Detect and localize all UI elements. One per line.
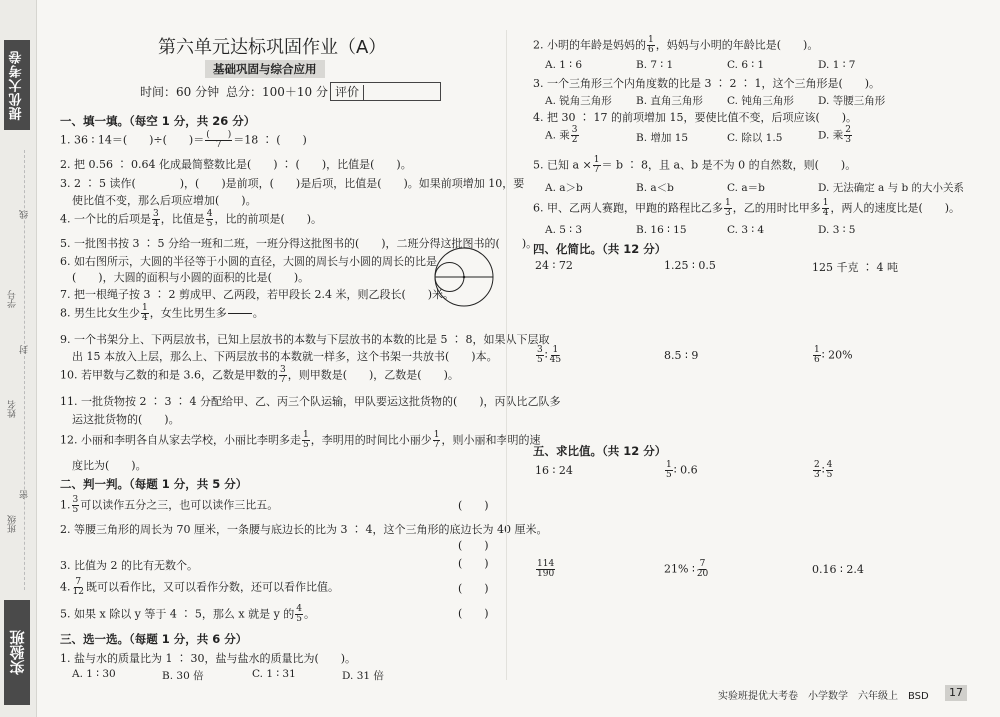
rp3-fraction-2 [826,461,834,480]
q3-3: 3. 一个三角形三个内角度数的比是 3 ∶ 2 ∶ 1，这个三角形是( )。 [533,77,881,90]
rp3-fraction-1-numerator: 2 [814,460,820,470]
eval-label: 评价 [335,85,360,99]
q1-6b: ( )，大圆的面积与小圆的面积的比是( )。 [72,271,310,284]
seal-char-line: 线 [20,210,30,219]
q3-4-option-c[interactable]: C. 除以 1.5 [727,132,783,144]
q1-8-text-a: 8. 男生比女生少 [60,306,140,320]
q1-4-text-b: ，比值是 [160,212,205,226]
eval-box [330,82,441,101]
eval-field[interactable] [363,85,436,100]
q1-8-text-c: 。 [252,306,264,320]
rp3-fraction-2-numerator: 4 [826,460,833,470]
q2-5-answer-paren[interactable]: ( ) [458,607,489,620]
q3-1: 1. 盐与水的质量比为 1 ∶ 30，盐与盐水的质量比为( )。 [60,652,357,665]
q3-2-option-d[interactable]: D. 1 ∶ 7 [818,59,856,71]
q3-2 [533,36,818,55]
q1-8-text-b: ，女生比男生多 [149,306,227,320]
simplify-problem-2: 1.25 ∶ 0.5 [664,259,716,272]
binding-strip [0,0,37,717]
q3-2-text-b: ，妈妈与小明的年龄比是( )。 [655,38,819,52]
q3-2-fraction-denominator: 6 [648,45,654,55]
q2-4-fraction-denominator: 12 [72,587,84,597]
simplify-problem-1: 24 ∶ 72 [535,259,573,272]
q2-5-fraction-denominator: 5 [296,614,303,624]
rp3-fraction-2-denominator: 5 [826,470,833,480]
q3-3-option-a[interactable]: A. 锐角三角形 [545,95,612,107]
q3-6-option-c[interactable]: C. 3 ∶ 4 [727,224,765,236]
q2-5-text-a: 5. 如果 x 除以 y 等于 4 ∶ 5，那么 x 就是 y 的 [60,607,295,621]
q3-4-option-a[interactable] [545,126,580,145]
sp4-fraction-1 [536,346,544,365]
q3-3-option-c[interactable]: C. 钝角三角形 [727,95,794,107]
q1-10-fraction-denominator: 7 [279,375,286,385]
q3-6-fraction-1-denominator: 3 [725,208,731,218]
column-divider [506,30,507,680]
brand-label-bottom: 实验班 [4,600,30,705]
footer-text: 实验班提优大考卷 小学数学 六年级上 BSD [718,691,929,702]
q1-11b: 运这批货物的( )。 [72,413,180,426]
q3-4-option-a-denominator: 2 [571,135,578,145]
q3-6-fraction-2 [822,199,830,218]
q1-4 [60,210,322,229]
rp5-fraction-denominator: 20 [696,569,709,579]
q3-2-fraction [647,36,655,55]
q2-2: 2. 等腰三角形的周长为 70 厘米，一条腰与底边长的比为 3 ∶ 4，这个三角形的底边长为 40 厘米。 [60,523,548,536]
q3-5-option-c[interactable]: C. a＝b [727,182,765,194]
q3-1-option-b[interactable]: B. 30 倍 [162,670,204,682]
q3-4-option-d-numerator: 2 [845,125,851,135]
q1-12-fraction-2 [433,431,441,450]
rp4-fraction-denominator: 190 [537,569,555,579]
q1-3a: 3. 2 ∶ 5 读作( )，( )是前项，( )是后项，比值是( )。如果前项增加 10，要 [60,177,525,190]
blank-numerator[interactable] [228,305,252,314]
q3-6-option-d[interactable]: D. 3 ∶ 5 [818,224,856,236]
sp6-fraction [813,346,821,365]
q3-1-option-a[interactable]: A. 1 ∶ 30 [72,668,116,680]
q3-6-text-c: ，两人的速度比是( )。 [830,201,961,215]
sp4-fraction-2 [549,346,562,365]
q1-4-text-c: ，比的前项是( )。 [214,212,323,226]
q2-3-answer-paren[interactable]: ( ) [458,557,489,570]
q3-2-option-c[interactable]: C. 6 ∶ 1 [727,59,765,71]
q2-5-text-b: 。 [304,607,316,621]
page-subtitle: 基础巩固与综合应用 [205,60,325,78]
score-info: 总分：100＋10 分 [226,85,328,99]
q1-4-fraction-2-numerator: 4 [206,209,213,219]
q1-12-text-a: 12. 小丽和李明各自从家去学校，小丽比李明多走 [60,433,301,447]
simplify-problem-3: 125 千克 ∶ 4 吨 [812,261,898,274]
simplify-problem-5: 8.5 ∶ 9 [664,349,699,362]
q1-12-fraction-2-numerator: 1 [433,430,440,440]
brand-label-top: 提优大考卷 [4,40,30,130]
sp6-text: ∶ 20% [821,348,853,362]
q3-5-option-a[interactable]: A. a＞b [545,182,583,194]
q1-10 [60,366,459,385]
q2-1-text-a: 1. [60,498,71,512]
q2-4-text-b: 既可以看作比，又可以看作分数，还可以看作比值。 [85,580,339,594]
q1-8-fraction-numerator: 1 [142,303,148,313]
ratio-problem-3 [812,461,834,480]
q3-3-option-d[interactable]: D. 等腰三角形 [818,95,886,107]
q2-5-fraction-numerator: 4 [296,604,303,614]
q1-12-fraction-1 [302,431,310,450]
q1-6a: 6. 如右图所示，大圆的半径等于小圆的直径，大圆的周长与小圆的周长的比是 [60,255,437,268]
q2-3: 3. 比值为 2 的比有无数个。 [60,559,198,572]
q3-5-fraction-denominator: 7 [593,165,600,175]
blank-denominator[interactable] [228,314,252,322]
rp4-fraction-numerator: 114 [537,559,555,569]
rp3-fraction-1-denominator: 3 [814,470,820,480]
q3-5-fraction-numerator: 1 [593,155,600,165]
q1-1 [60,131,307,150]
q1-10-fraction [279,366,287,385]
q1-10-text-b: ，则甲数是( )，乙数是( )。 [287,368,459,382]
q3-1-option-c[interactable]: C. 1 ∶ 31 [252,668,296,680]
rp2-text: ∶ 0.6 [673,463,698,477]
q1-9b: 出 15 本放入上层，那么上、下两层放书的本数就一样多，这个书架一共放书( )本。 [72,350,498,363]
sp6-fraction-denominator: 6 [814,355,820,365]
q1-12b: 度比为( )。 [72,459,147,472]
sp4-fraction-1-numerator: 3 [537,345,543,355]
q1-1-fraction-numerator: ( ) [206,130,232,140]
name-label: 姓名 [8,400,18,418]
section-5-title: 五、求比值。（共 12 分） [533,444,667,458]
ratio-problem-6: 0.16 ∶ 2.4 [812,563,864,576]
q3-2-option-b[interactable]: B. 7 ∶ 1 [636,59,674,71]
q3-6-fraction-2-numerator: 1 [822,198,829,208]
rp3-fraction-1 [813,461,821,480]
q2-1-text-b: 可以读作五分之三，也可以读作三比五。 [80,498,279,512]
q1-12 [60,431,540,450]
ratio-problem-1: 16 ∶ 24 [535,464,573,477]
page-title: 第六单元达标巩固作业（A） [158,37,387,58]
seal-char-secret: 密 [20,490,30,499]
q3-1-option-d[interactable]: D. 31 倍 [342,670,384,682]
q3-5-option-b[interactable]: B. a＜b [636,182,674,194]
q3-6-text-a: 6. 甲、乙两人赛跑，甲跑的路程比乙多 [533,201,723,215]
q3-4-option-d-denominator: 3 [845,135,851,145]
q3-6-option-b[interactable]: B. 16 ∶ 15 [636,224,687,236]
ratio-problem-4 [535,560,556,579]
q1-10-fraction-numerator: 3 [279,365,286,375]
section-4-title: 四、化简比。（共 12 分） [533,242,667,256]
seal-char-seal: 封 [20,345,30,354]
q3-4-option-a-numerator: 3 [571,125,578,135]
q3-5-text-a: 5. 已知 a × [533,158,592,172]
q3-2-text-a: 2. 小明的年龄是妈妈的 [533,38,646,52]
q3-6-fraction-1-numerator: 1 [725,198,731,208]
q1-1-text-a: 1. 36 ∶ 14＝( )÷( )＝ [60,133,205,147]
q1-7: 7. 把一根绳子按 3 ∶ 2 剪成甲、乙两段，若甲段长 2.4 米，则乙段长( )米。 [60,288,455,301]
q3-4-option-b[interactable]: B. 增加 15 [636,132,689,144]
q3-5-fraction [593,156,601,175]
q2-1-fraction-denominator: 5 [72,505,79,515]
q1-8-blank-fraction[interactable] [228,305,252,322]
rp5-fraction-numerator: 7 [699,559,706,569]
q1-4-fraction-2-denominator: 5 [206,219,213,229]
q1-2: 2. 把 0.56 ∶ 0.64 化成最简整数比是( ) ∶ ( )，比值是( )。 [60,158,412,171]
q1-12-text-b: ，李明用的时间比小丽少 [310,433,432,447]
q1-8 [60,304,264,323]
q2-4-answer-paren[interactable]: ( ) [458,582,489,595]
q1-4-fraction-1-denominator: 4 [153,219,159,229]
q1-10-text-a: 10. 若甲数与乙数的和是 3.6，乙数是甲数的 [60,368,278,382]
q1-4-fraction-1 [152,210,160,229]
simplify-problem-4 [535,346,563,365]
sp4-fraction-1-denominator: 5 [537,355,543,365]
section-3-title: 三、选一选。（每题 1 分，共 6 分） [60,632,248,646]
rp3-colon: ∶ [821,463,825,477]
q1-11a: 11. 一批货物按 2 ∶ 3 ∶ 4 分配给甲、乙、丙三个队运输，甲队要运这批货物的( )，丙队比乙队多 [60,395,561,408]
q2-4-fraction-numerator: 7 [75,577,82,587]
q1-4-fraction-1-numerator: 3 [153,209,159,219]
q1-5: 5. 一批图书按 3 ∶ 5 分给一班和二班，一班分得这批图书的( )，二班分得这批图书的( )。 [60,237,538,250]
sp4-fraction-2-denominator: 45 [549,355,562,365]
page-number: 17 [945,685,967,701]
q3-6-text-b: ，乙的用时比甲多 [732,201,821,215]
simplify-problem-6 [812,346,853,365]
q1-9a: 9. 一个书架分上、下两层放书，已知上层放书的本数与下层放书的本数的比是 5 ∶ 8，如果从下层取 [60,333,550,346]
q2-5 [60,605,315,624]
q1-12-fraction-1-numerator: 1 [303,430,309,440]
ratio-problem-5 [664,560,710,579]
q3-3-option-b[interactable]: B. 直角三角形 [636,95,703,107]
q3-4-option-d-fraction [844,126,852,145]
q3-2-option-a[interactable]: A. 1 ∶ 6 [545,59,583,71]
q3-4: 4. 把 30 ∶ 17 的前项增加 15，要使比值不变，后项应该( )。 [533,111,858,124]
q2-4-text-a: 4. [60,580,71,594]
center-dot [463,276,466,279]
q3-2-fraction-numerator: 1 [648,35,654,45]
q1-12-text-c: ，则小丽和李明的速 [441,433,541,447]
rp5-fraction [696,560,709,579]
ratio-problem-2 [664,461,698,480]
q1-4-text-a: 4. 一个比的后项是 [60,212,151,226]
q1-1-fraction [205,131,232,150]
q1-12-fraction-1-denominator: 5 [303,440,309,450]
q3-5-option-d[interactable]: D. 无法确定 a 与 b 的大小关系 [818,182,965,194]
q3-6-fraction-2-denominator: 4 [822,208,829,218]
q1-12-fraction-2-denominator: 7 [433,440,440,450]
q1-8-fraction [141,304,149,323]
q2-4 [60,578,339,597]
q2-1 [60,496,278,515]
q2-5-fraction [295,605,303,624]
rp2-fraction-numerator: 1 [666,460,672,470]
class-label: 班级 [8,515,18,533]
q3-5 [533,156,856,175]
rp2-fraction [665,461,673,480]
section-2-title: 二、判一判。（每题 1 分，共 5 分） [60,477,248,491]
q2-2-answer-paren[interactable]: ( ) [458,539,489,552]
sp6-fraction-numerator: 1 [814,345,820,355]
q2-1-fraction-numerator: 3 [72,495,79,505]
q1-1-text-b: ＝18 ∶ ( ) [233,133,307,147]
student-number-label: 学号 [8,290,18,308]
section-1-title: 一、填一填。（每空 1 分，共 26 分） [60,114,256,128]
q1-3b: 使比值不变，那么后项应增加( )。 [72,194,257,207]
q3-6 [533,199,960,218]
q3-6-option-a[interactable]: A. 5 ∶ 3 [545,224,583,236]
rp5-text: 21% ∶ [664,562,695,576]
q2-1-answer-paren[interactable]: ( ) [458,499,489,512]
q3-6-fraction-1 [724,199,732,218]
rp2-fraction-denominator: 5 [666,470,672,480]
q3-4-option-a-text: A. 乘 [545,129,570,142]
sp4-colon: ∶ [544,348,548,362]
q2-1-fraction [72,496,80,515]
q3-4-option-a-fraction [571,126,579,145]
q3-4-option-d[interactable] [818,126,853,145]
time-info: 时间：60 分钟 [140,85,220,99]
sp4-fraction-2-numerator: 1 [552,345,559,355]
rp4-fraction [536,560,555,579]
q1-8-fraction-denominator: 4 [142,313,148,323]
q1-4-fraction-2 [206,210,214,229]
q1-1-fraction-denominator: 7 [215,140,222,150]
q3-4-option-d-text: D. 乘 [818,129,844,142]
q3-5-text-b: ＝ b ∶ 8，且 a、b 是不为 0 的自然数，则( )。 [601,158,857,172]
q2-4-fraction [72,578,85,597]
